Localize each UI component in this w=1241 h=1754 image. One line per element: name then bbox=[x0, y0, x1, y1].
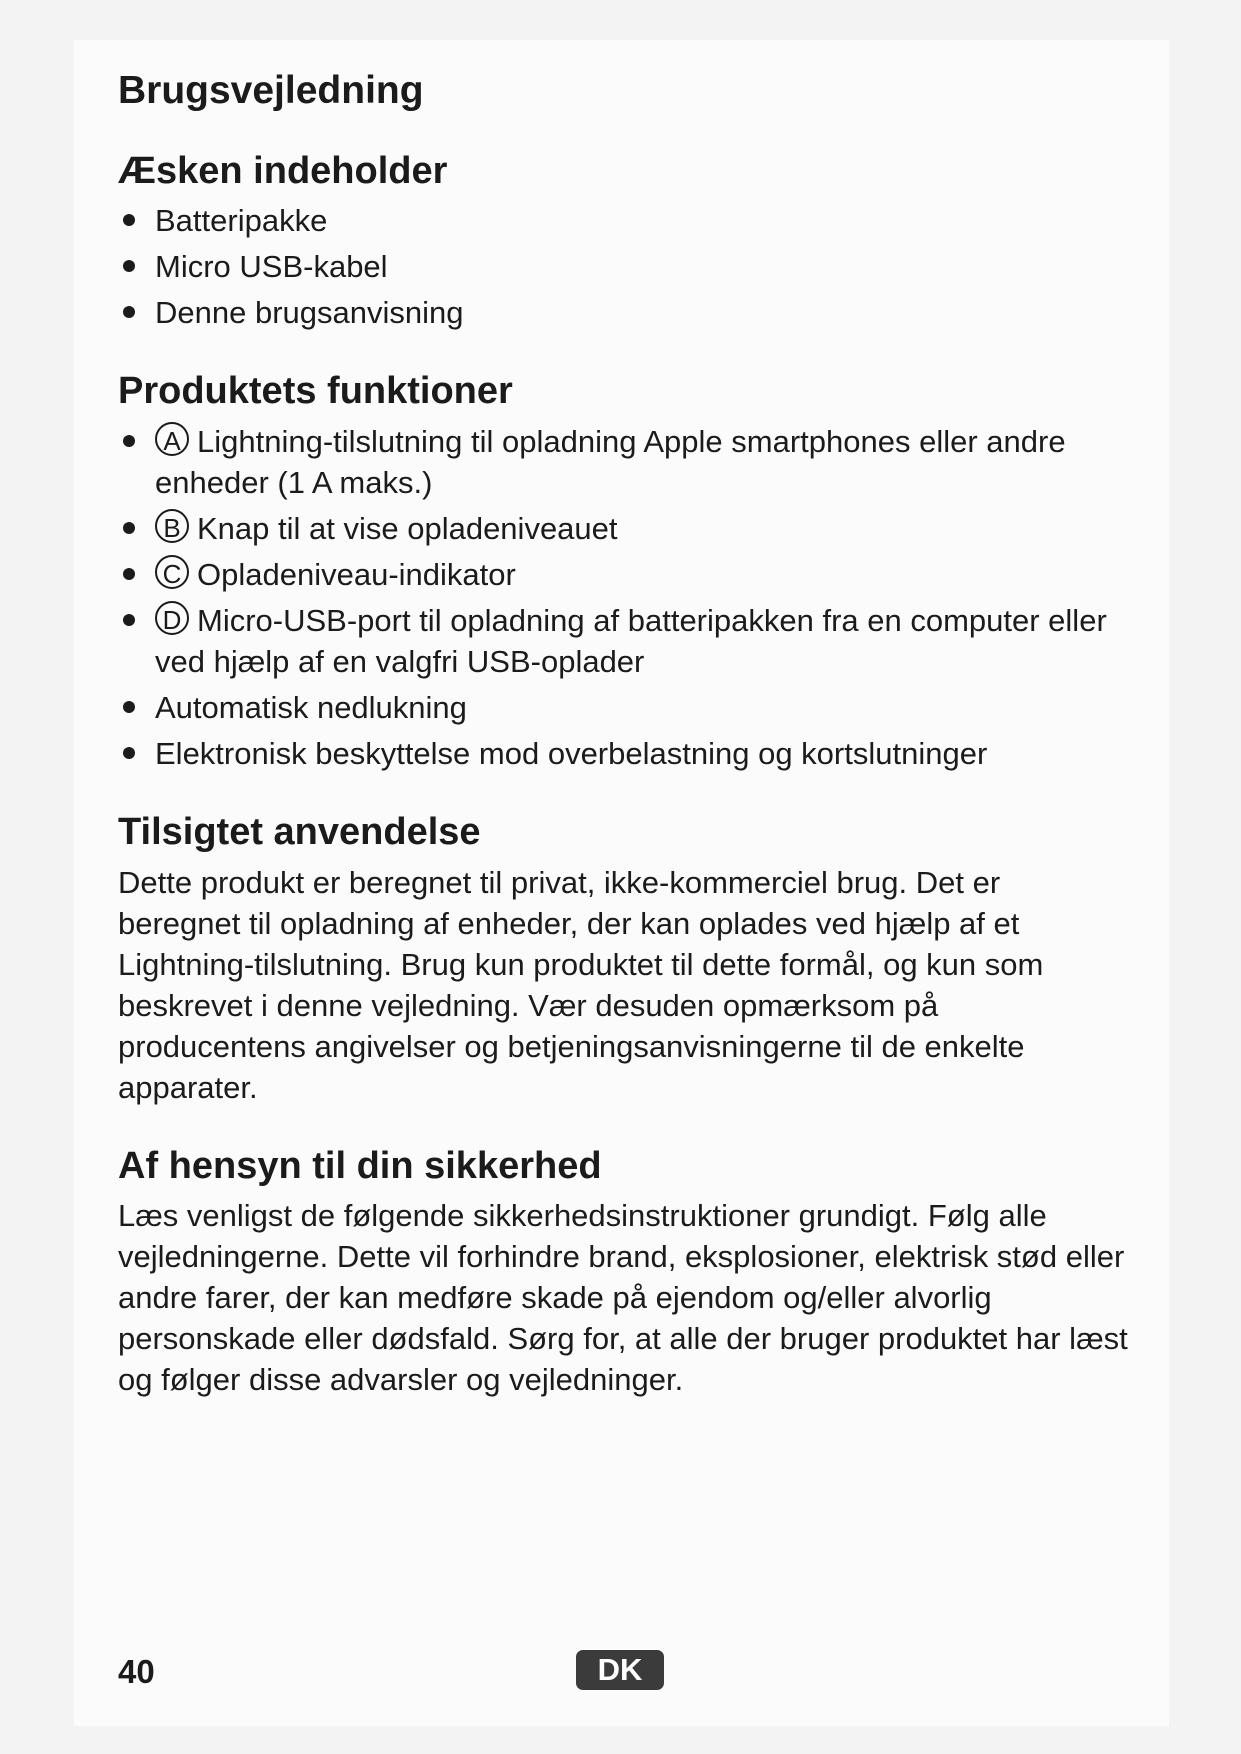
list-item-text: Knap til at vise opladeniveauet bbox=[197, 510, 618, 546]
list-item bbox=[118, 600, 1128, 682]
bullet-icon bbox=[123, 522, 135, 534]
list-item-text: Automatisk nedlukning bbox=[155, 689, 467, 725]
safety-text: Læs venligst de følgende sikkerhedsinstruktioner grundigt. Følg alle vejledningerne. Dette vil forhindre brand, eksplosioner, elektrisk stød eller andre farer, der kan medføre skade på ejendom og/eller alvorlig personskade eller dødsfald. Sørg for, at alle der bruger produktet har læst og følger disse advarsler og vejledninger. bbox=[118, 1198, 1128, 1398]
section-intended-use bbox=[118, 810, 1128, 1108]
list-item bbox=[118, 292, 1128, 333]
section-heading: Produktets funktioner bbox=[118, 370, 513, 413]
bullet-icon bbox=[123, 435, 135, 447]
circled-letter-a-icon: A bbox=[155, 422, 189, 456]
bullet-icon bbox=[123, 747, 135, 759]
list-item bbox=[118, 508, 1128, 549]
circled-letter-b-icon: B bbox=[155, 509, 189, 543]
list-item-text: Micro-USB-port til opladning af batteripakken fra en computer eller ved hjælp af en valgfri USB-oplader bbox=[155, 602, 1107, 679]
language-badge: DK bbox=[576, 1650, 664, 1690]
section-heading: Tilsigtet anvendelse bbox=[118, 810, 481, 853]
list-item bbox=[118, 200, 1128, 241]
bullet-icon bbox=[123, 214, 135, 226]
list-item bbox=[118, 554, 1128, 595]
list-item-text: Opladeniveau-indikator bbox=[197, 556, 516, 592]
list-item bbox=[118, 687, 1128, 728]
list-item bbox=[118, 733, 1128, 774]
list-item-text: Batteripakke bbox=[155, 203, 328, 239]
section-box-contents bbox=[118, 149, 1128, 334]
list-item-text: Lightning-tilslutning til opladning Apple smartphones eller andre enheder (1 A maks.) bbox=[155, 423, 1066, 500]
page-title: Brugsvejledning bbox=[118, 69, 424, 112]
section-heading: Af hensyn til din sikkerhed bbox=[118, 1144, 602, 1187]
bullet-icon bbox=[123, 568, 135, 580]
intended-use-text: Dette produkt er beregnet til privat, ikke-kommerciel brug. Det er beregnet til opladning af enheder, der kan oplades ved hjælp af et Lightning-tilslutning. Brug kun produktet til dette formål, og kun som beskrevet i denne vejledning. Vær desuden opmærksom på producentens angivelser og betjeningsanvisningerne til de enkelte apparater. bbox=[118, 864, 1044, 1105]
section-safety bbox=[118, 1144, 1128, 1401]
list-item-text: Denne brugsanvisning bbox=[155, 295, 464, 331]
page-number: 40 bbox=[118, 1653, 155, 1690]
section-heading: Æsken indeholder bbox=[118, 149, 448, 192]
bullet-icon bbox=[123, 260, 135, 272]
list-item bbox=[118, 246, 1128, 287]
box-contents-list bbox=[118, 200, 1128, 333]
list-item-text: Micro USB-kabel bbox=[155, 249, 388, 285]
section-features bbox=[118, 369, 1128, 774]
bullet-icon bbox=[123, 701, 135, 713]
bullet-icon bbox=[123, 306, 135, 318]
list-item bbox=[118, 421, 1128, 503]
list-item-text: Elektronisk beskyttelse mod overbelastning og kortslutninger bbox=[155, 735, 988, 771]
circled-letter-c-icon: C bbox=[155, 555, 189, 589]
bullet-icon bbox=[123, 614, 135, 626]
page-content bbox=[118, 68, 1128, 1436]
circled-letter-d-icon: D bbox=[155, 601, 189, 635]
features-list bbox=[118, 421, 1128, 774]
